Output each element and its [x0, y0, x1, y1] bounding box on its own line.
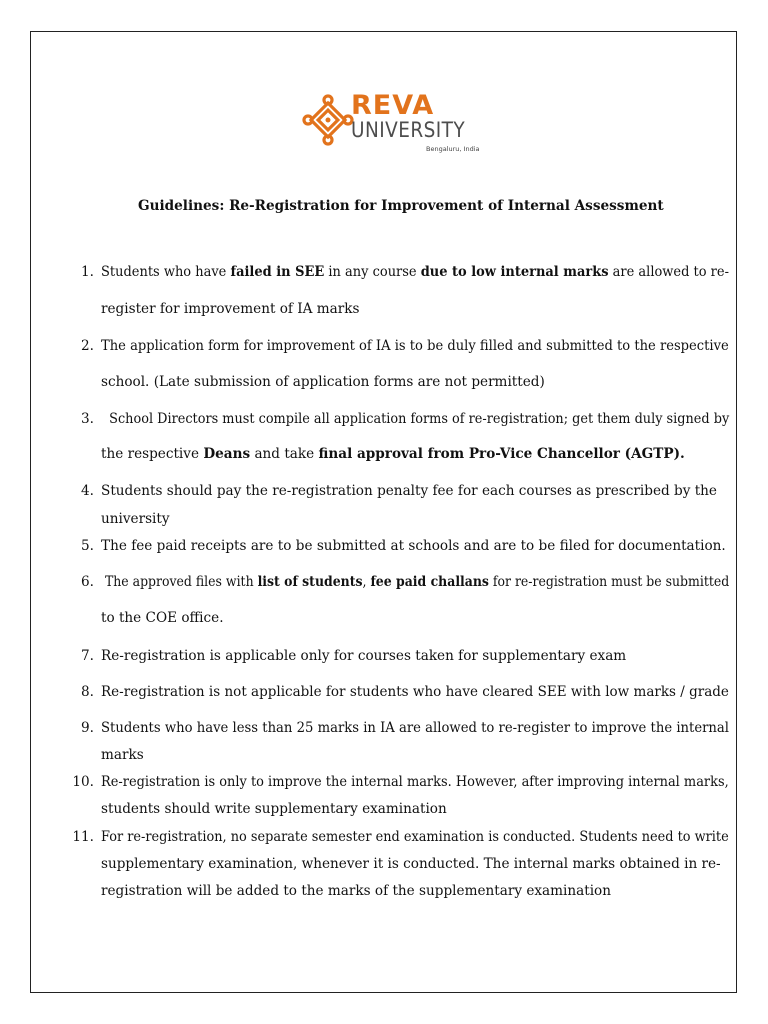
item-line-1: Re-registration is not applicable for students who have cleared SEE with low marks / grade: [101, 684, 729, 700]
item-line-1: For re-registration, no separate semester end examination is conducted. Students need to write: [101, 829, 729, 845]
item-line-2: the respective Deans and take final approval from Pro-Vice Chancellor (AGTP).: [101, 446, 685, 462]
item-line-2: to the COE office.: [101, 610, 224, 626]
item-line-2: marks: [101, 747, 144, 763]
item-number: 7.: [81, 648, 94, 664]
item-line-1: The application form for improvement of IA is to be duly filled and submitted to the respective: [101, 338, 729, 354]
item-line-1: The fee paid receipts are to be submitted at schools and are to be filed for documentation.: [101, 538, 726, 554]
logo-name-top: REVA: [351, 90, 435, 121]
item-number: 10.: [72, 774, 94, 790]
item-number: 8.: [81, 684, 94, 700]
item-line-1: Re-registration is applicable only for courses taken for supplementary exam: [101, 648, 627, 664]
item-line-1: Students should pay the re-registration penalty fee for each courses as prescribed by the: [101, 483, 717, 499]
item-line-1: Students who have failed in SEE in any course due to low internal marks are allowed to re-: [101, 264, 729, 280]
logo-name-bottom: UNIVERSITY: [351, 118, 466, 142]
item-line-3: registration will be added to the marks of the supplementary examination: [101, 883, 611, 899]
endless-knot-icon: [302, 94, 354, 146]
item-line-1: Students who have less than 25 marks in IA are allowed to re-register to improve the internal: [101, 720, 730, 736]
item-line-2: supplementary examination, whenever it is conducted. The internal marks obtained in re-: [101, 856, 721, 872]
item-line-2: students should write supplementary examination: [101, 801, 447, 817]
item-line-1: School Directors must compile all application forms of re-registration; get them duly signed by: [101, 411, 730, 427]
item-number: 3.: [81, 411, 94, 427]
logo-location: Bengaluru, India: [426, 145, 480, 153]
item-number: 2.: [81, 338, 94, 354]
item-line-2: register for improvement of IA marks: [101, 301, 360, 317]
item-number: 5.: [81, 538, 94, 554]
item-line-1: The approved files with list of students, fee paid challans for re-registration must be submitted: [101, 574, 730, 590]
item-number: 6.: [81, 574, 94, 590]
document-title: Guidelines: Re-Registration for Improvement of Internal Assessment: [138, 198, 664, 214]
item-line-1: Re-registration is only to improve the internal marks. However, after improving internal marks,: [101, 774, 729, 790]
item-line-2: school. (Late submission of application forms are not permitted): [101, 374, 545, 390]
item-number: 11.: [72, 829, 94, 845]
reva-university-logo: [302, 90, 492, 158]
item-number: 9.: [81, 720, 94, 736]
item-number: 1.: [81, 264, 94, 280]
item-number: 4.: [81, 483, 94, 499]
item-line-2: university: [101, 511, 170, 527]
